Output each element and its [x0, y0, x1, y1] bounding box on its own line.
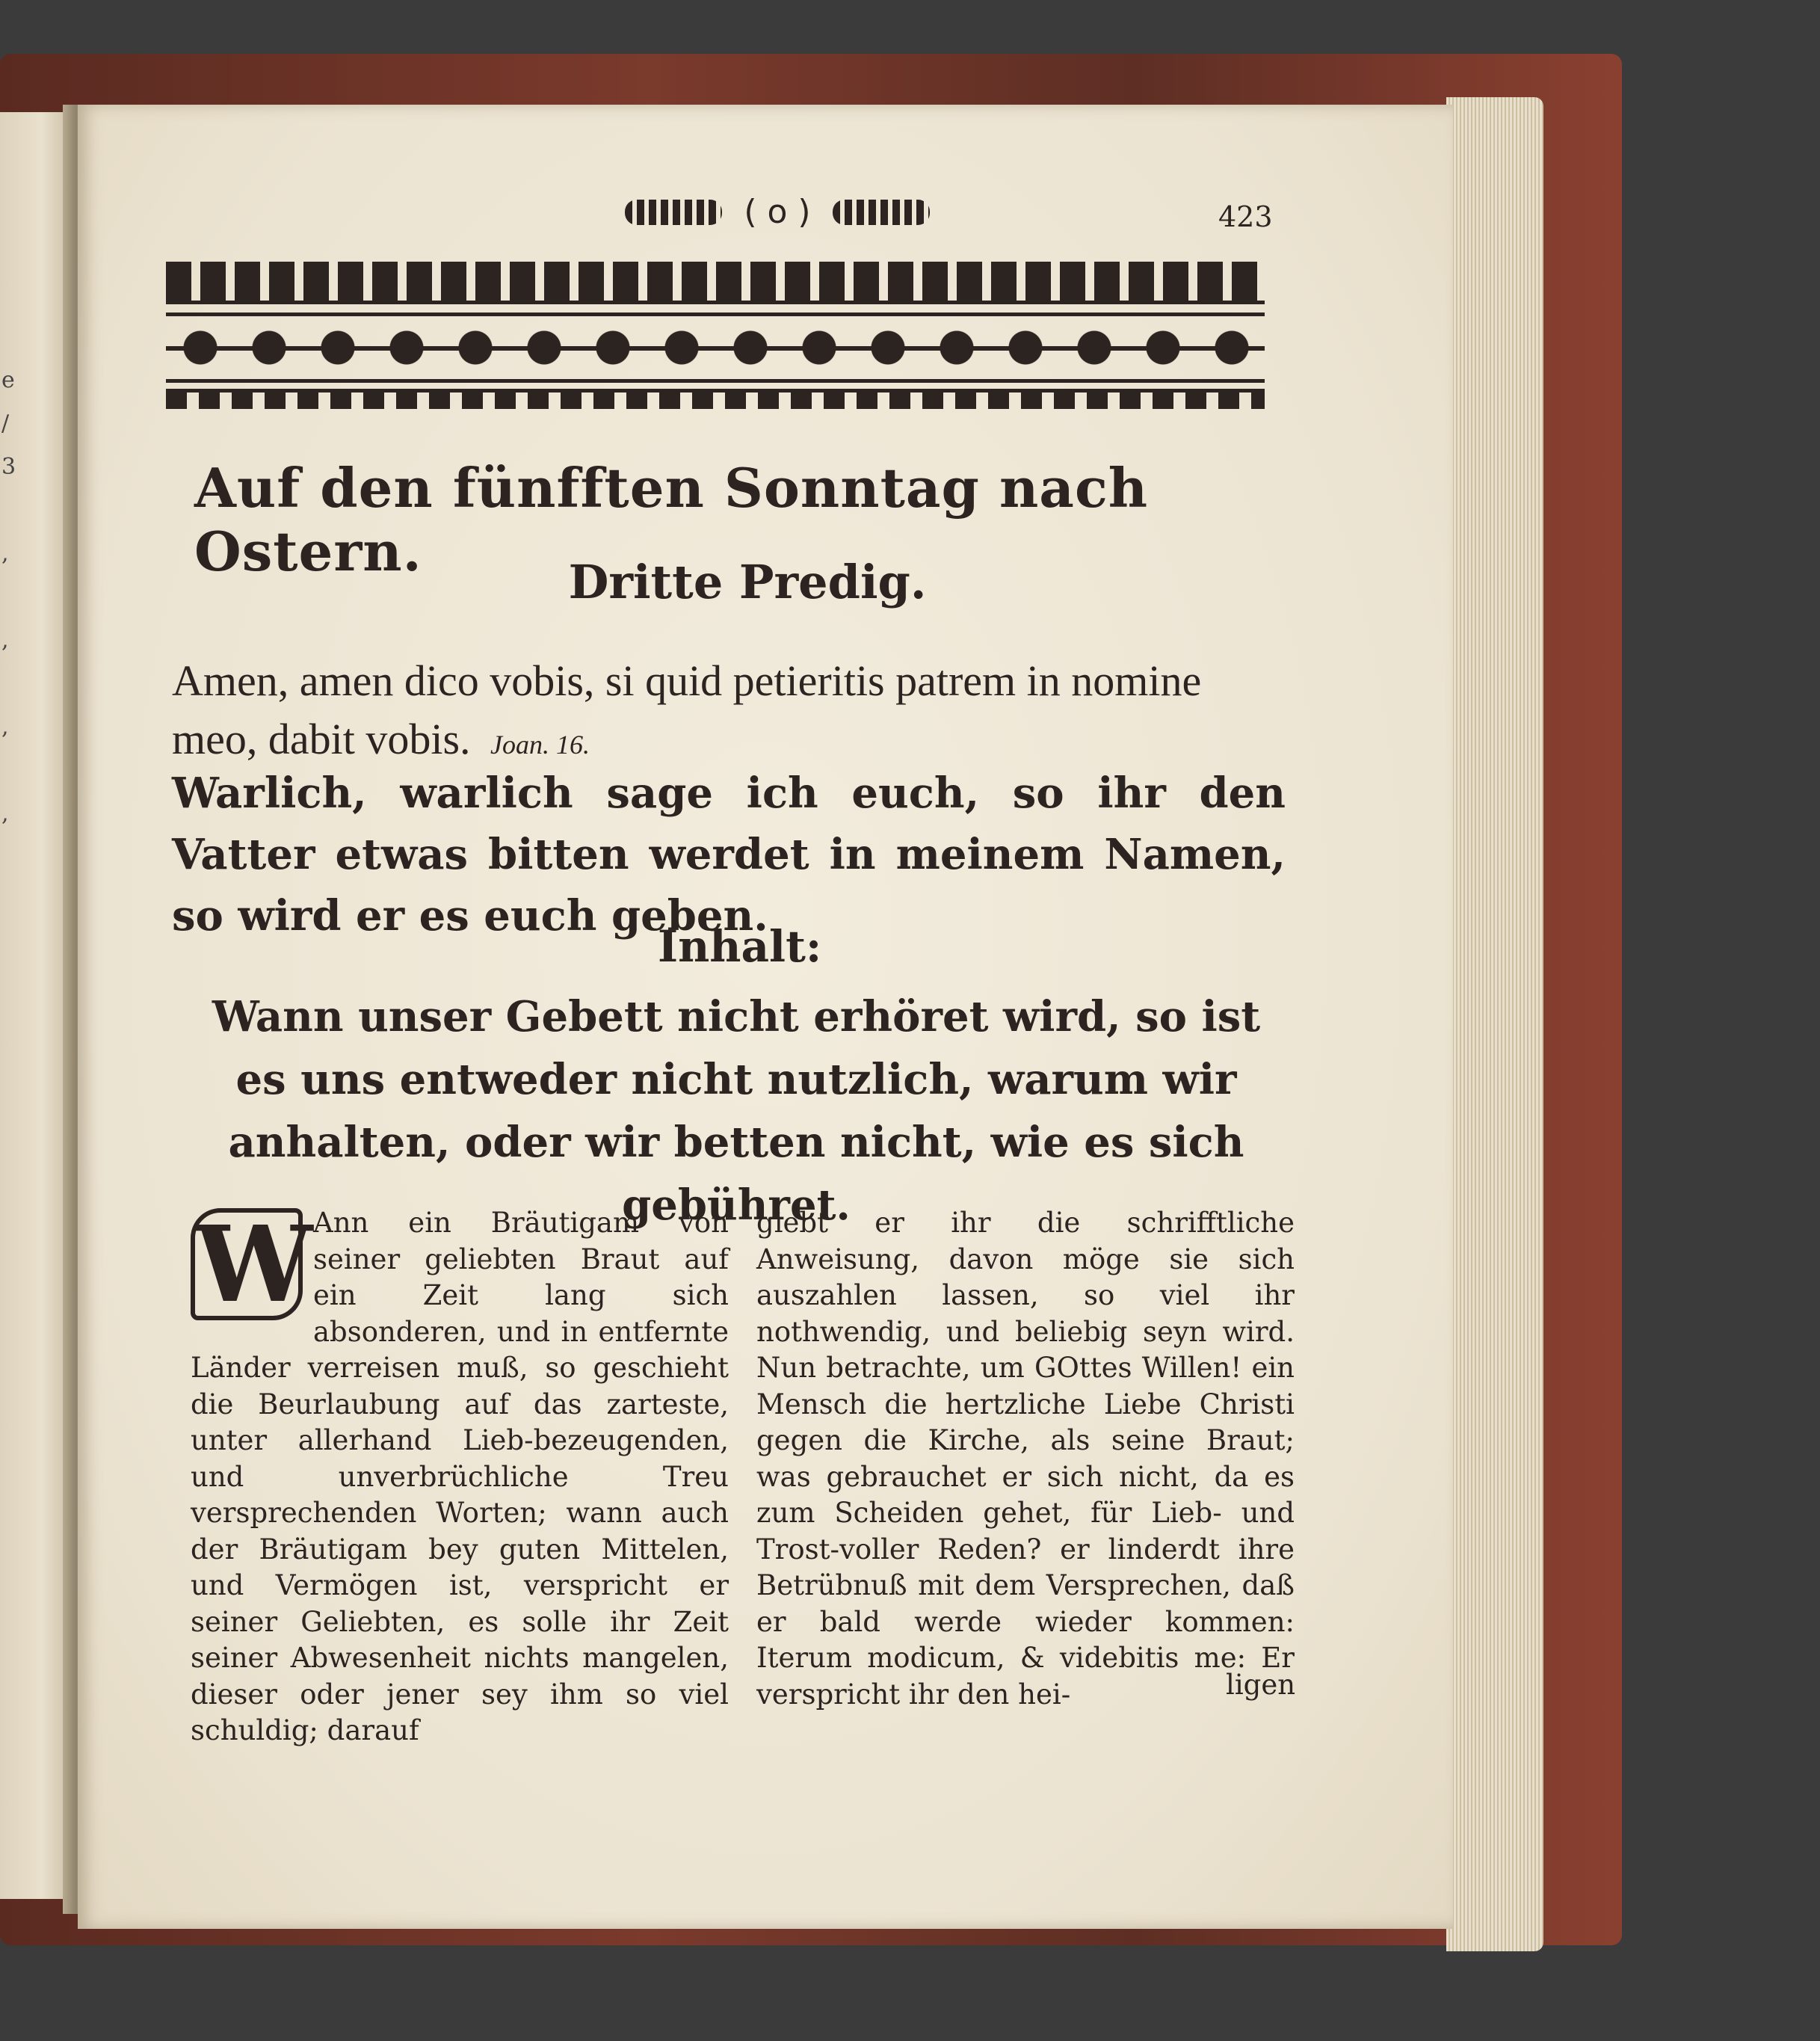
left-page-marks: e / 3 , , , ,: [1, 367, 16, 827]
ornament-right-icon: [833, 200, 930, 225]
sermon-subtitle: Dritte Predig.: [568, 555, 927, 609]
latin-reference: Joan. 16.: [490, 730, 590, 760]
drop-cap: W: [191, 1208, 303, 1320]
body-column-left: [191, 1205, 729, 1749]
page-number: 423: [1218, 200, 1273, 233]
ornament-band-top-icon: [166, 262, 1265, 304]
left-column-text: Ann ein Bräutigam von seiner geliebten Braut auf ein Zeit lang sich absonderen, und in entfernte Länder verreisen muß, so geschieht die Beurlaubung auf das zarteste, unter allerhand Lieb-bezeugenden, und unverbrüchliche Treu versprechenden Worten; wann auch der Bräutigam bey guten Mittelen, und Vermögen ist, verspricht er seiner Geliebten, es solle ihr Zeit seiner Abwesenheit nichts mangelen, dieser oder jener sey ihm so viel schuldig; darauf: [191, 1207, 729, 1746]
catchword: ligen: [1226, 1669, 1296, 1701]
body-column-right: giebt er ihr die schrifftliche Anweisung, davon möge sie sich auszahlen lassen, so viel ihr nothwendig, und beliebig seyn wird. Nun betrachte, um GOttes Willen! ein Mensch die hertzliche Liebe Christi gegen die Kirche, als seine Braut; was gebrauchet er sich nicht, da es zum Scheiden gehet, für Lieb- und Trost-voller Reden? er linderdt ihre Betrübnuß mit dem Versprechen, daß er bald werde wieder kommen: Iterum modicum, & videbitis me: Er verspricht ihr den hei-: [756, 1207, 1295, 1711]
page-edges: [1446, 97, 1543, 1951]
ornament-left-icon: [625, 200, 722, 225]
latin-verse: [172, 652, 1278, 774]
ornament-band-flowers-icon: [166, 313, 1265, 383]
left-page: [0, 112, 69, 1899]
running-head: [553, 193, 1002, 231]
german-verse: Warlich, warlich sage ich euch, so ihr den Vatter etwas bitten werdet in meinem Namen, so wird er es euch geben.: [172, 769, 1286, 941]
sermon-title: Auf den fünfften Sonntag nach Ostern.: [194, 456, 1149, 583]
latin-text: Amen, amen dico vobis, si quid petieritis patrem in nomine meo, dabit vobis.: [172, 656, 1202, 763]
inhalt-heading: Inhalt:: [658, 921, 822, 972]
sermon-summary: Wann unser Gebett nicht erhöret wird, so ist es uns entweder nicht nutzlich, warum wir anhalten, oder wir betten nicht, wie es sich gebühret.: [212, 992, 1261, 1230]
folio-mark: ( o ): [744, 193, 811, 231]
